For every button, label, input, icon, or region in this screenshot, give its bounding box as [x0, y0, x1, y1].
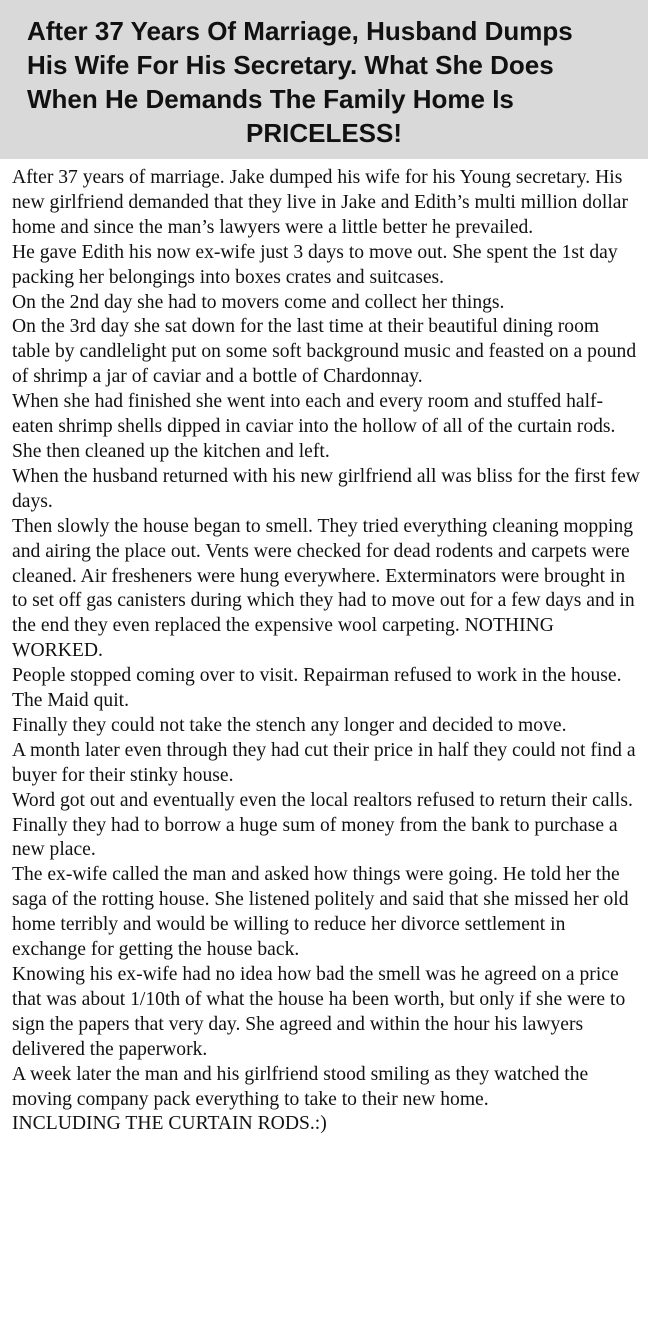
story-paragraph: On the 2nd day she had to movers come and collect her things. [12, 291, 505, 313]
story-paragraph: After 37 years of marriage. Jake dumped his wife for his Young secretary. His new girlfriend demanded that they live in Jake and Edith’s multi million dollar home and since the man’s lawyers were a little better he prevailed. [12, 167, 628, 238]
story-paragraph: People stopped coming over to visit. Repairman refused to work in the house. [12, 665, 622, 687]
story-paragraph: A month later even through they had cut their price in half they could not find a buyer for their stinky house. [12, 739, 636, 786]
story-paragraph: Word got out and eventually even the local realtors refused to return their calls. Finally they had to borrow a huge sum of money from the bank to purchase a new place. [12, 789, 633, 861]
story-paragraph: He gave Edith his now ex-wife just 3 days to move out. She spent the 1st day packing her belongings into boxes crates and suitcases. [12, 241, 618, 288]
story-paragraph: When she had finished she went into each and every room and stuffed half-eaten shrimp shells dipped in caviar into the hollow of all of the curtain rods. She then cleaned up the kitchen and left. [12, 391, 616, 462]
story-paragraph: Finally they could not take the stench any longer and decided to move. [12, 714, 567, 736]
story-paragraph: A week later the man and his girlfriend stood smiling as they watched the moving company pack everything to take to their new home. [12, 1063, 589, 1110]
story-paragraph: The ex-wife called the man and asked how things were going. He told her the saga of the rotting house. She listened politely and said that she missed her old home terribly and would be willing to reduce her divorce settlement in exchange for getting the house back. [12, 864, 629, 961]
article-title [27, 14, 637, 148]
story-body [12, 166, 642, 1137]
title-line: After 37 Years Of Marriage, Husband Dumps [27, 16, 573, 46]
story-paragraph: Knowing his ex-wife had no idea how bad the smell was he agreed on a price that was about 1/10th of what the house ha been worth, but only if she were to sign the papers that very day. She agreed and within the hour his lawyers delivered the paperwork. [12, 964, 626, 1060]
title-line: When He Demands The Family Home Is [27, 84, 514, 114]
story-paragraph: The Maid quit. [12, 690, 129, 712]
story-closing-line: INCLUDING THE CURTAIN RODS.:) [12, 1113, 327, 1135]
title-punchline: PRICELESS! [245, 118, 403, 148]
story-paragraph: Then slowly the house began to smell. They tried everything cleaning mopping and airing the place out. Vents were checked for dead rodents and carpets were cleaned. Air fresheners were hung everywhere. Exterminators were brought in to set off gas canisters during which they had to move out for a few days and in the end they even replaced the expensive wool carpeting. NOTHING WORKED. [12, 515, 635, 662]
title-banner [0, 0, 648, 159]
story-paragraph: When the husband returned with his new girlfriend all was bliss for the first few days. [12, 465, 640, 512]
title-line: His Wife For His Secretary. What She Does [27, 50, 554, 80]
story-paragraph: On the 3rd day she sat down for the last time at their beautiful dining room table by candlelight put on some soft background music and feasted on a pound of shrimp a jar of caviar and a bottle of Chardonnay. [12, 316, 637, 388]
